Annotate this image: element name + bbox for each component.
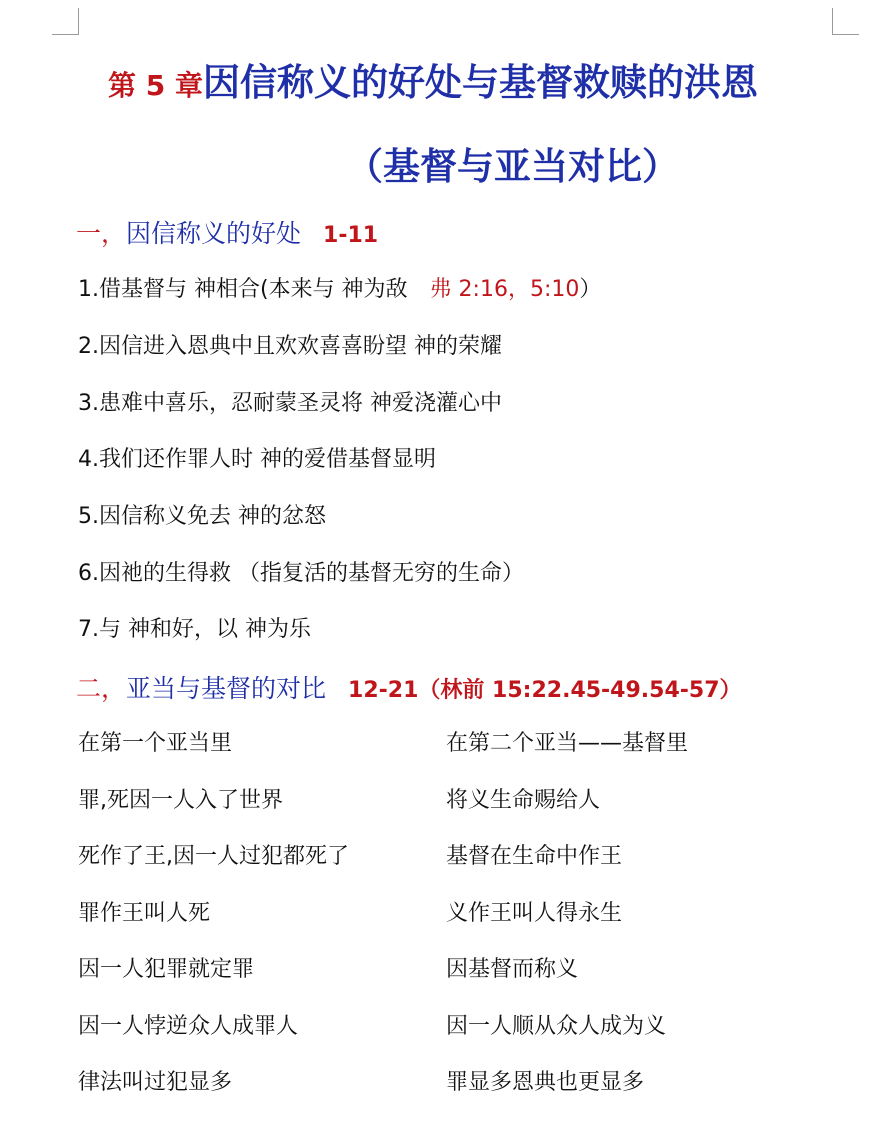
adam-column-cell: 罪,死因一人入了世界	[78, 788, 283, 813]
page-corner-mark-left	[52, 8, 79, 35]
christ-column-cell: 将义生命赐给人	[446, 788, 601, 813]
christ-column-cell: 因基督而称义	[446, 957, 579, 982]
verse-ref: 弗 2:16，5:10	[429, 277, 580, 302]
list-item: 1.借基督与 神相合(本来与 神为敌 弗 2:16，5:10）	[78, 277, 602, 302]
adam-column-cell: 因一人犯罪就定罪	[78, 957, 255, 982]
page-corner-mark-right	[832, 8, 859, 35]
section-heading-1	[76, 214, 378, 250]
section-number: 一，	[76, 219, 127, 248]
christ-column-cell: 罪显多恩典也更显多	[446, 1070, 645, 1095]
chapter-title	[108, 52, 875, 106]
chapter-title-main: 因信称义的好处与基督救赎的洪恩	[202, 61, 758, 104]
chapter-subtitle: （基督与亚当对比）	[346, 145, 679, 188]
adam-column-cell: 罪作王叫人死	[78, 901, 211, 926]
section-title: 因信称义的好处	[126, 219, 302, 248]
section-number: 二，	[76, 674, 127, 703]
list-item: 6.因祂的生得救 （指复活的基督无穷的生命）	[78, 561, 524, 586]
christ-column-cell: 在第二个亚当——基督里	[446, 731, 689, 756]
list-item: 4.我们还作罪人时 神的爱借基督显明	[78, 447, 436, 472]
adam-column-cell: 因一人悖逆众人成罪人	[78, 1014, 299, 1039]
section-heading-2	[76, 669, 742, 705]
christ-column-cell: 义作王叫人得永生	[446, 901, 623, 926]
adam-column-cell: 在第一个亚当里	[78, 731, 233, 756]
list-item: 7.与 神和好，以 神为乐	[78, 617, 311, 642]
list-item: 5.因信称义免去 神的忿怒	[78, 504, 326, 529]
list-item: 2.因信进入恩典中且欢欢喜喜盼望 神的荣耀	[78, 334, 502, 359]
list-item: 3.患难中喜乐，忍耐蒙圣灵将 神爱浇灌心中	[78, 391, 502, 416]
section-title: 亚当与基督的对比	[126, 674, 327, 703]
adam-column-cell: 死作了王,因一人过犯都死了	[78, 844, 349, 869]
section-verse-ref: 1-11	[323, 223, 379, 248]
section-verse-ref: 12-21（林前 15:22.45-49.54-57）	[348, 678, 742, 703]
chapter-number: 第 5 章	[108, 69, 203, 102]
christ-column-cell: 因一人顺从众人成为义	[446, 1014, 667, 1039]
adam-column-cell: 律法叫过犯显多	[78, 1070, 233, 1095]
christ-column-cell: 基督在生命中作王	[446, 844, 623, 869]
